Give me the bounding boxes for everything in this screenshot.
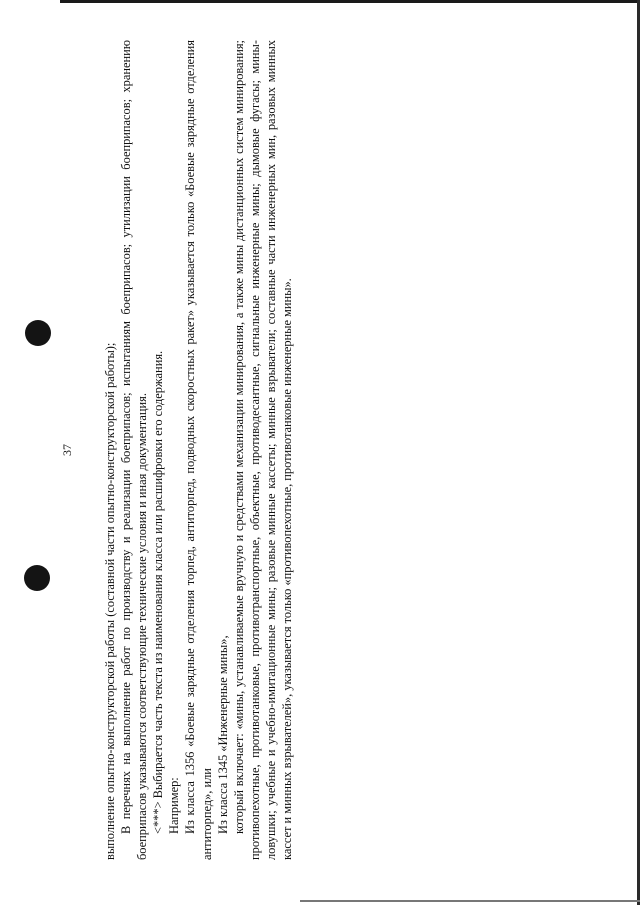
scan-edge-top — [60, 0, 640, 3]
paragraph-class-1345: Из класса 1345 «Инженерные мины», — [215, 635, 230, 834]
paragraph-footnote-selection: <***> Выбирается часть текста из наименования класса или расшифровки его содержания. — [151, 350, 166, 834]
punch-hole-top — [24, 565, 50, 591]
punch-hole-bottom — [25, 320, 51, 346]
paragraph-ammunition-lists: В перечнях на выполнение работ по производству и реализации боеприпасов; испытаниям боеприпасов; утилизации боеприпасов; хранению боеприпасов указываются соответствующие технические условия и иная документация. — [119, 40, 150, 860]
rotated-document-page — [60, 40, 295, 860]
paragraph-class-1356: Из класса 1356 «Боевые зарядные отделения торпед, антиторпед, подводных скоростных ракет» указывается только «Боевые зарядные отделения антиторпед», или — [183, 40, 214, 860]
document-body — [102, 40, 295, 860]
paragraph-ocr-completion: выполнение опытно-конструкторской работы (составной части опытно-конструкторской работы); — [103, 342, 117, 860]
scan-edge-bottom — [300, 900, 640, 902]
paragraph-example-heading: Например: — [167, 777, 182, 834]
paragraph-engineering-mines: который включает: «мины, устанавливаемые вручную и средствами механизации минирования, а также мины дистанционных систем минирования; противопехотные, противотанковые, противотранспортные, объектные, противодесантные, сигнальные инженерные мины; дымовые фугасы; мины-ловушки; учебные и учебно-имитационные мины; разовые минные кассеты; минные взрыватели; составные части инженерных мин, разовых минных кассет и минных взрывателей», указывается только «противопехотные, противотанковые инженерные мины». — [231, 40, 295, 860]
page-number: 37 — [60, 444, 74, 456]
